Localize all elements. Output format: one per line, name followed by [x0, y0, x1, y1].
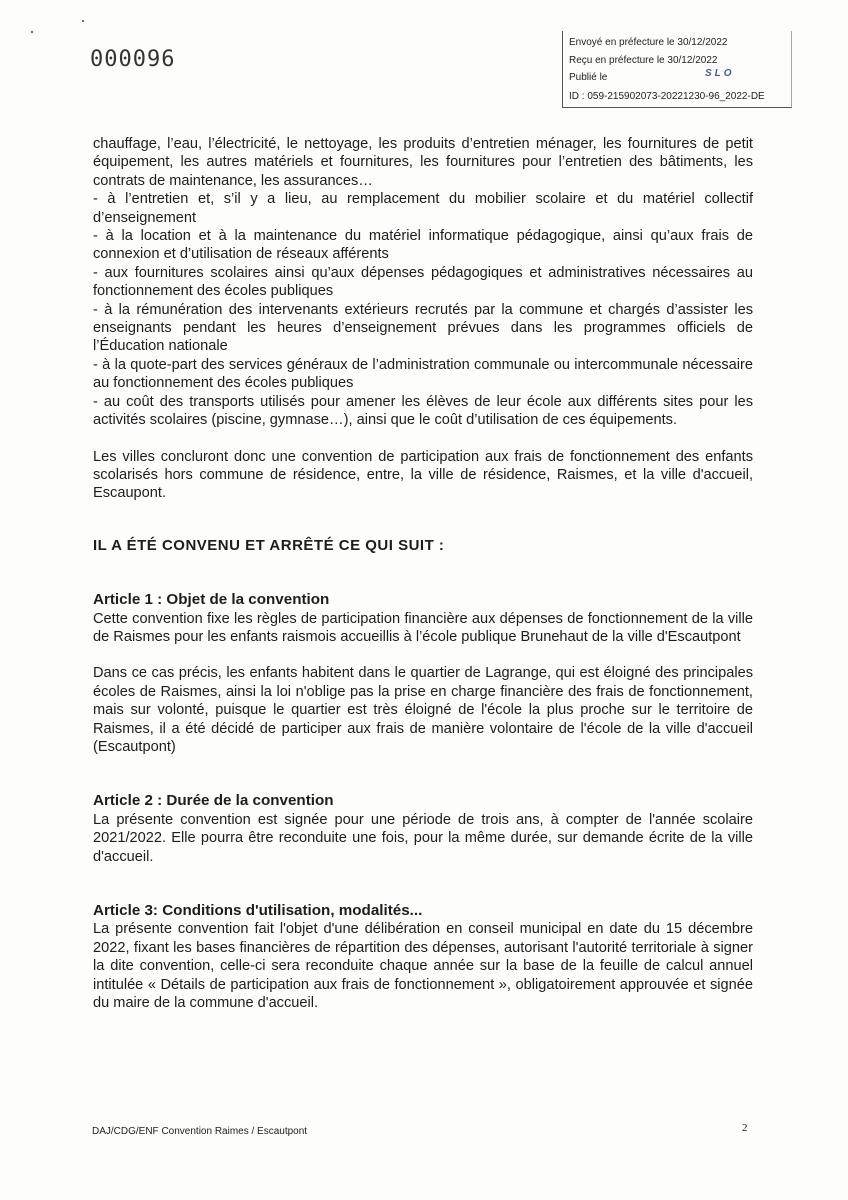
list-item: - au coût des transports utilisés pour amener les élèves de leur école aux différents sites pour les activités scolaires (piscine, gymnase…), ainsi que le coût d’utilisation de ces équipements. — [93, 393, 753, 429]
document-body — [93, 135, 753, 1012]
list-item: - à la location et à la maintenance du matériel informatique pédagogique, ainsi qu’aux frais de connexion et d’utilisation de réseaux afférents — [93, 228, 753, 263]
article-1-paragraph: Dans ce cas précis, les enfants habitent dans le quartier de Lagrange, qui est éloigné des principales écoles de Raismes, ainsi la loi n'oblige pas la prise en charge financière des frais de fonctionnement, mais sur volonté, puisque le quartier est très éloigné de l'école la plus proche sur le territoire de Raismes, il a été décidé de participer aux frais de manière volontaire de l'école de la ville d'accueil (Escautpont) — [93, 665, 753, 755]
list-item: - à l’entretien et, s’il y a lieu, au remplacement du mobilier scolaire et du matériel collectif d’enseignement — [93, 191, 753, 226]
article-3-title: Article 3: Conditions d'utilisation, modalités... — [93, 902, 423, 919]
conclusion-paragraph: Les villes concluront donc une convention de participation aux frais de fonctionnement des enfants scolarisés hors commune de résidence, entre, la ville de résidence, Raismes, et la ville d'accueil, Escaupont. — [93, 448, 753, 502]
article-2-paragraph: La présente convention est signée pour une période de trois ans, à compter de l'année scolaire 2021/2022. Elle pourra être reconduite une fois, pour la même durée, sur demande écrite de la ville d'accueil. — [93, 811, 753, 865]
article-2-title: Article 2 : Durée de la convention — [93, 792, 334, 810]
footer-reference: DAJ/CDG/ENF Convention Raimes / Escautpont — [92, 1126, 308, 1137]
prefecture-stamp — [562, 31, 792, 108]
intro-paragraph: chauffage, l’eau, l’électricité, le nettoyage, les produits d’entretien ménager, les fournitures de petit équipement, les autres matériels et fournitures, les fournitures pour l’entretien des bâtiments, les contrats de maintenance, les assurances… — [93, 136, 753, 189]
list-item: - aux fournitures scolaires ainsi qu’aux dépenses pédagogiques et administratives nécessaires au fonctionnement des écoles publiques — [93, 264, 753, 300]
stamp-received-date: Reçu en préfecture le 30/12/2022 — [569, 55, 718, 66]
stamp-published: Publié le — [569, 72, 608, 83]
scan-speck — [31, 31, 33, 33]
agreement-heading: IL A ÉTÉ CONVENU ET ARRÊTÉ CE QUI SUIT : — [93, 536, 445, 554]
article-1-title: Article 1 : Objet de la convention — [93, 591, 330, 609]
article-1-paragraph: Cette convention fixe les règles de participation financière aux dépenses de fonctionnement de la ville de Raismes pour les enfants raismois accueillis à l’école publique Brunehaut de la ville d'Escautpont — [93, 610, 753, 645]
list-item: - à la quote-part des services généraux de l’administration communale ou intercommunale nécessaire au fonctionnement des écoles publiques — [93, 356, 753, 392]
document-reference-number: 000096 — [90, 47, 176, 72]
slo-logo: SLO — [705, 68, 735, 79]
page-number: 2 — [742, 1122, 748, 1134]
stamp-sent-date: Envoyé en préfecture le 30/12/2022 — [569, 37, 728, 48]
stamp-id: ID : 059-215902073-20221230-96_2022-DE — [569, 91, 765, 102]
scan-speck — [82, 20, 84, 22]
list-item: - à la rémunération des intervenants extérieurs recrutés par la commune et chargés d’assister les enseignants pendant les heures d’enseignement prévues dans les programmes officiels de l’Éducation nationale — [93, 301, 753, 355]
article-3-paragraph: La présente convention fait l'objet d'une délibération en conseil municipal en date du 15 décembre 2022, fixant les bases financières de répartition des dépenses, autorisant l'autorité territoriale à signer la dite convention, celle-ci sera reconduite chaque année sur la base de la feuille de calcul annuel intitulée « Détails de participation aux frais de fonctionnement », obligatoirement approuvée et signée du maire de la commune d'accueil. — [93, 921, 753, 1012]
